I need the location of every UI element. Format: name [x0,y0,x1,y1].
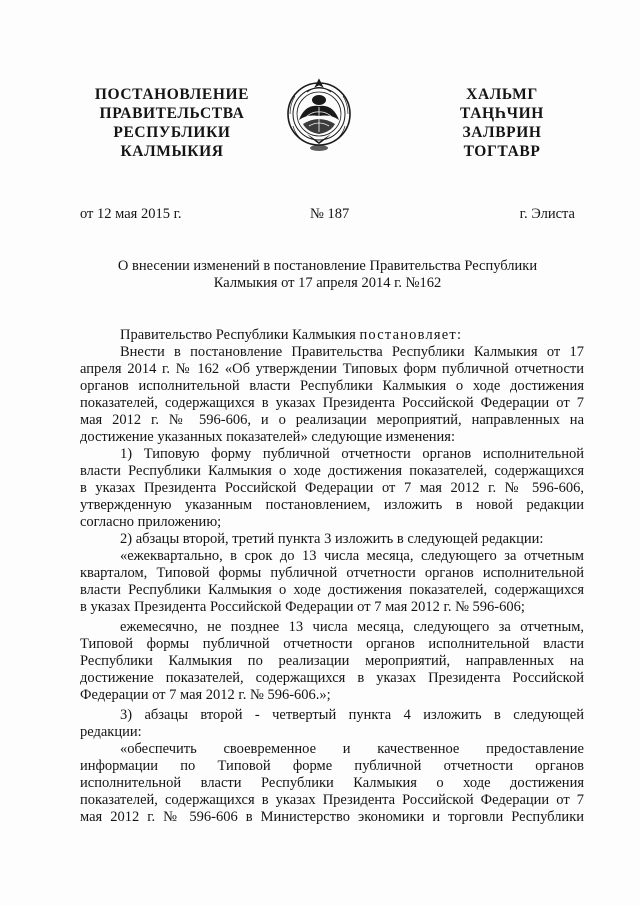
header-right-line: ТАҢҺЧИН [460,105,544,122]
header-left-line: ПРАВИТЕЛЬСТВА [99,105,245,122]
header-left-line: ПОСТАНОВЛЕНИЕ [94,86,250,103]
preamble-text: Правительство Республики Калмыкия [120,327,356,343]
body-line: власти Республики Калмыкия о ходе достижения показателей, содержащихся [80,582,584,598]
body-line: информации по Типовой форме публичной отчетности органов [80,758,584,774]
header-right-block [440,85,564,161]
body-line: Республики Калмыкия по реализации мероприятий, направленных на [80,653,584,669]
header-left-line: КАЛМЫКИЯ [120,143,224,160]
preamble-decree: постановляет: [359,327,463,343]
body-line: в указах Президента Российской Федерации от 7 мая 2012 г. № 596-606; [80,599,525,615]
body-line: мая 2012 г. № 596-606 в Министерство экономики и торговли Республики [80,809,584,825]
body-line: достижение указанных показателей» следующие изменения: [80,429,455,445]
body-preamble [80,327,584,344]
header-left-line: РЕСПУБЛИКИ [113,124,231,141]
header-right-line: ЗАЛВРИН [462,124,542,141]
title-line: О внесении изменений в постановление Правительства Республики [117,258,538,274]
body-line: Федерации от 7 мая 2012 г. № 596-606.»; [80,687,331,703]
header-right-line: ХАЛЬМГ [466,86,538,103]
header-right-line: ТОГТАВР [463,143,541,160]
body-line: утвержденную указанным постановлением, изложить в новой редакции [80,497,584,513]
document-number: № 187 [310,206,350,222]
body-line: 1) Типовую форму публичной отчетности органов исполнительной [120,446,584,462]
body-line: достижение показателей, содержащихся в указах Президента Российской [80,670,584,686]
body-line: кварталом, Типовой формы публичной отчетности органов исполнительной [80,565,584,581]
document-body [80,327,584,826]
body-line: Внести в постановление Правительства Республики Калмыкия от 17 [120,344,584,360]
document-title [80,258,575,292]
body-line: апреля 2014 г. № 162 «Об утверждении Типовых форм публичной отчетности [80,361,584,377]
body-line: ежемесячно, не позднее 13 числа месяца, следующего за отчетным, [120,619,584,635]
body-line: 2) абзацы второй, третий пункта 3 изложить в следующей редакции: [120,531,544,547]
body-line: 3) абзацы второй - четвертый пункта 4 изложить в следующей [120,707,584,723]
kalmykia-coat-of-arms-icon [285,74,353,158]
body-line: власти Республики Калмыкия о ходе достижения показателей, содержащихся [80,463,584,479]
body-line: мая 2012 г. № 596-606, и о реализации мероприятий, направленных на [80,412,584,428]
body-line: согласно приложению; [80,514,222,530]
body-line: в указах Президента Российской Федерации от 7 мая 2012 г. № 596-606, [80,480,584,496]
body-line: «обеспечить своевременное и качественное предоставление [120,741,584,757]
header-left-block [80,85,264,161]
body-line: показателей, содержащихся в указах Президента Российской Федерации от 7 [80,792,584,808]
body-line: «ежеквартально, в срок до 13 числа месяца, следующего за отчетным [120,548,584,564]
body-line: Типовой формы публичной отчетности органов исполнительной власти [80,636,584,652]
title-line: Калмыкия от 17 апреля 2014 г. №162 [213,275,442,291]
document-city: г. Элиста [519,206,575,222]
body-line: исполнительной власти Республики Калмыкия о ходе достижения [80,775,584,791]
body-line: органов исполнительной власти Республики Калмыкия о ходе достижения [80,378,584,394]
body-line: редакции: [80,724,142,740]
body-line: показателей, содержащихся в указах Президента Российской Федерации от 7 [80,395,584,411]
document-date: от 12 мая 2015 г. [80,206,182,222]
dateline [80,206,575,226]
